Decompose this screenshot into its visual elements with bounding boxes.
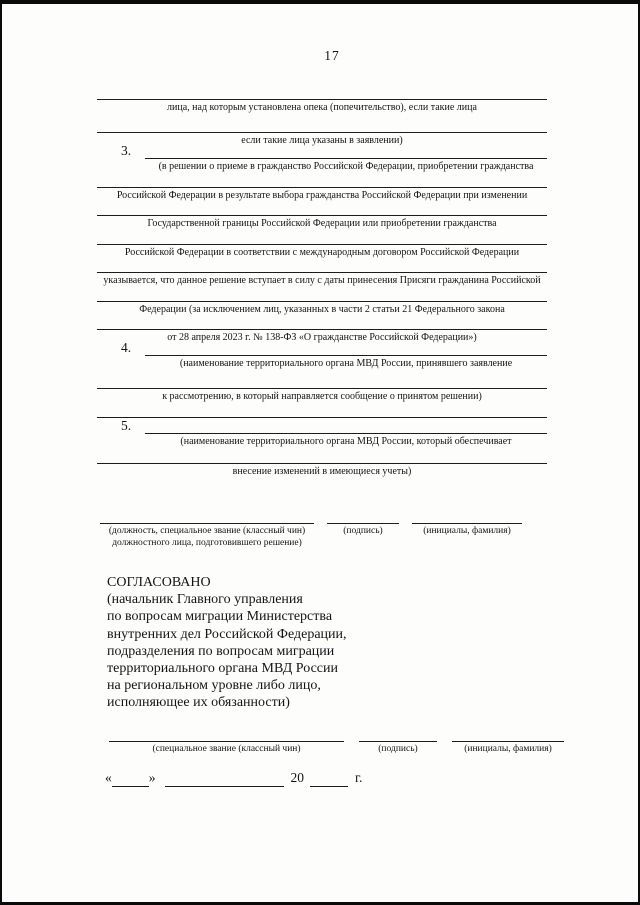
signature-caption: должностного лица, подготовившего решение) — [112, 537, 302, 548]
form-item-row — [97, 340, 547, 370]
signature-caption: (должность, специальное звание (классный чин) — [108, 526, 306, 536]
field-caption: если такие лица указаны в заявлении) — [241, 135, 403, 146]
field-caption: указывается, что данное решение вступает в силу с даты принесения Присяги гражданина Российской — [103, 275, 541, 286]
signature-line — [452, 741, 564, 742]
approval-line: исполняющее их обязанности) — [107, 695, 290, 711]
signature-caption: (инициалы, фамилия) — [464, 744, 552, 754]
field-caption: Российской Федерации в результате выбора гражданства Российской Федерации при изменении — [116, 190, 528, 201]
item-number: 4. — [121, 340, 132, 355]
signature-block-name — [452, 741, 564, 756]
field-caption: (в решении о приеме в гражданство Российской Федерации, приобретении гражданства — [158, 161, 534, 172]
blank-line — [97, 132, 547, 133]
field-caption: (наименование территориального органа МВД России, принявшего заявление — [179, 358, 513, 369]
field-caption: от 28 апреля 2023 г. № 138-ФЗ «О гражданстве Российской Федерации») — [167, 332, 477, 343]
item-number: 5. — [121, 418, 132, 433]
approval-block — [107, 574, 347, 712]
date-line — [105, 769, 362, 787]
signature-caption: (инициалы, фамилия) — [423, 526, 511, 536]
blank-line — [145, 158, 547, 159]
signature-caption: (подпись) — [343, 526, 383, 536]
signature-line — [412, 523, 522, 524]
signature-block-sign — [327, 523, 399, 538]
day-blank — [112, 771, 149, 787]
blank-line — [97, 187, 547, 188]
blank-line — [145, 433, 547, 434]
form-blank-row — [97, 272, 547, 287]
field-caption: внесение изменений в имеющиеся учеты) — [232, 466, 412, 477]
form-blank-row — [97, 99, 547, 114]
month-blank — [165, 771, 284, 787]
signature-block-rank — [109, 741, 344, 756]
field-caption: Государственной границы Российской Федерации или приобретении гражданства — [147, 218, 497, 229]
signature-block-position — [100, 523, 314, 549]
close-quote: » — [148, 770, 156, 785]
blank-line — [97, 244, 547, 245]
approval-line: территориального органа МВД России — [107, 661, 339, 677]
approval-line: по вопросам миграции Министерства — [107, 609, 333, 625]
approval-line: (начальник Главного управления — [107, 592, 303, 608]
signature-line — [327, 523, 399, 524]
open-quote: « — [105, 770, 112, 785]
signature-block-name — [412, 523, 522, 538]
form-blank-row — [97, 463, 547, 478]
blank-line — [97, 417, 547, 418]
form-blank-row — [97, 244, 547, 259]
blank-line — [97, 272, 547, 273]
form-blank-row — [97, 417, 547, 418]
blank-line — [97, 329, 547, 330]
year-prefix: 20 — [290, 770, 304, 785]
blank-line — [97, 215, 547, 216]
approval-line: внутренних дел Российской Федерации, — [107, 626, 347, 642]
blank-line — [97, 463, 547, 464]
form-blank-row — [97, 388, 547, 403]
field-caption: Российской Федерации в соответствии с международным договором Российской Федерации — [124, 247, 520, 258]
year-suffix: г. — [355, 770, 363, 785]
year-blank — [310, 771, 348, 787]
blank-line — [97, 388, 547, 389]
signature-caption: (специальное звание (классный чин) — [152, 744, 301, 754]
blank-line — [145, 355, 547, 356]
field-caption: к рассмотрению, в который направляется сообщение о принятом решении) — [162, 391, 482, 402]
form-blank-row — [97, 132, 547, 147]
form-item-row — [97, 143, 547, 173]
blank-line — [97, 99, 547, 100]
form-blank-row — [97, 215, 547, 230]
field-caption: Федерации (за исключением лиц, указанных в части 2 статьи 21 Федерального закона — [139, 304, 505, 315]
signature-line — [100, 523, 314, 524]
signature-line — [109, 741, 344, 742]
form-blank-row — [97, 301, 547, 316]
field-caption: (наименование территориального органа МВД России, который обеспечивает — [180, 436, 512, 447]
signature-line — [359, 741, 437, 742]
form-blank-row — [97, 329, 547, 344]
form-item-row — [97, 418, 547, 448]
signature-block-sign — [359, 741, 437, 756]
field-caption: лица, над которым установлена опека (попечительство), если такие лица — [167, 102, 477, 113]
item-number: 3. — [121, 143, 132, 158]
form-blank-row — [97, 187, 547, 202]
signature-caption: (подпись) — [378, 744, 418, 754]
approval-line: подразделения по вопросам миграции — [107, 643, 335, 659]
approval-title: СОГЛАСОВАНО — [107, 575, 211, 590]
approval-line: на региональном уровне либо лицо, — [107, 678, 321, 694]
page-number: 17 — [324, 48, 340, 63]
blank-line — [97, 301, 547, 302]
